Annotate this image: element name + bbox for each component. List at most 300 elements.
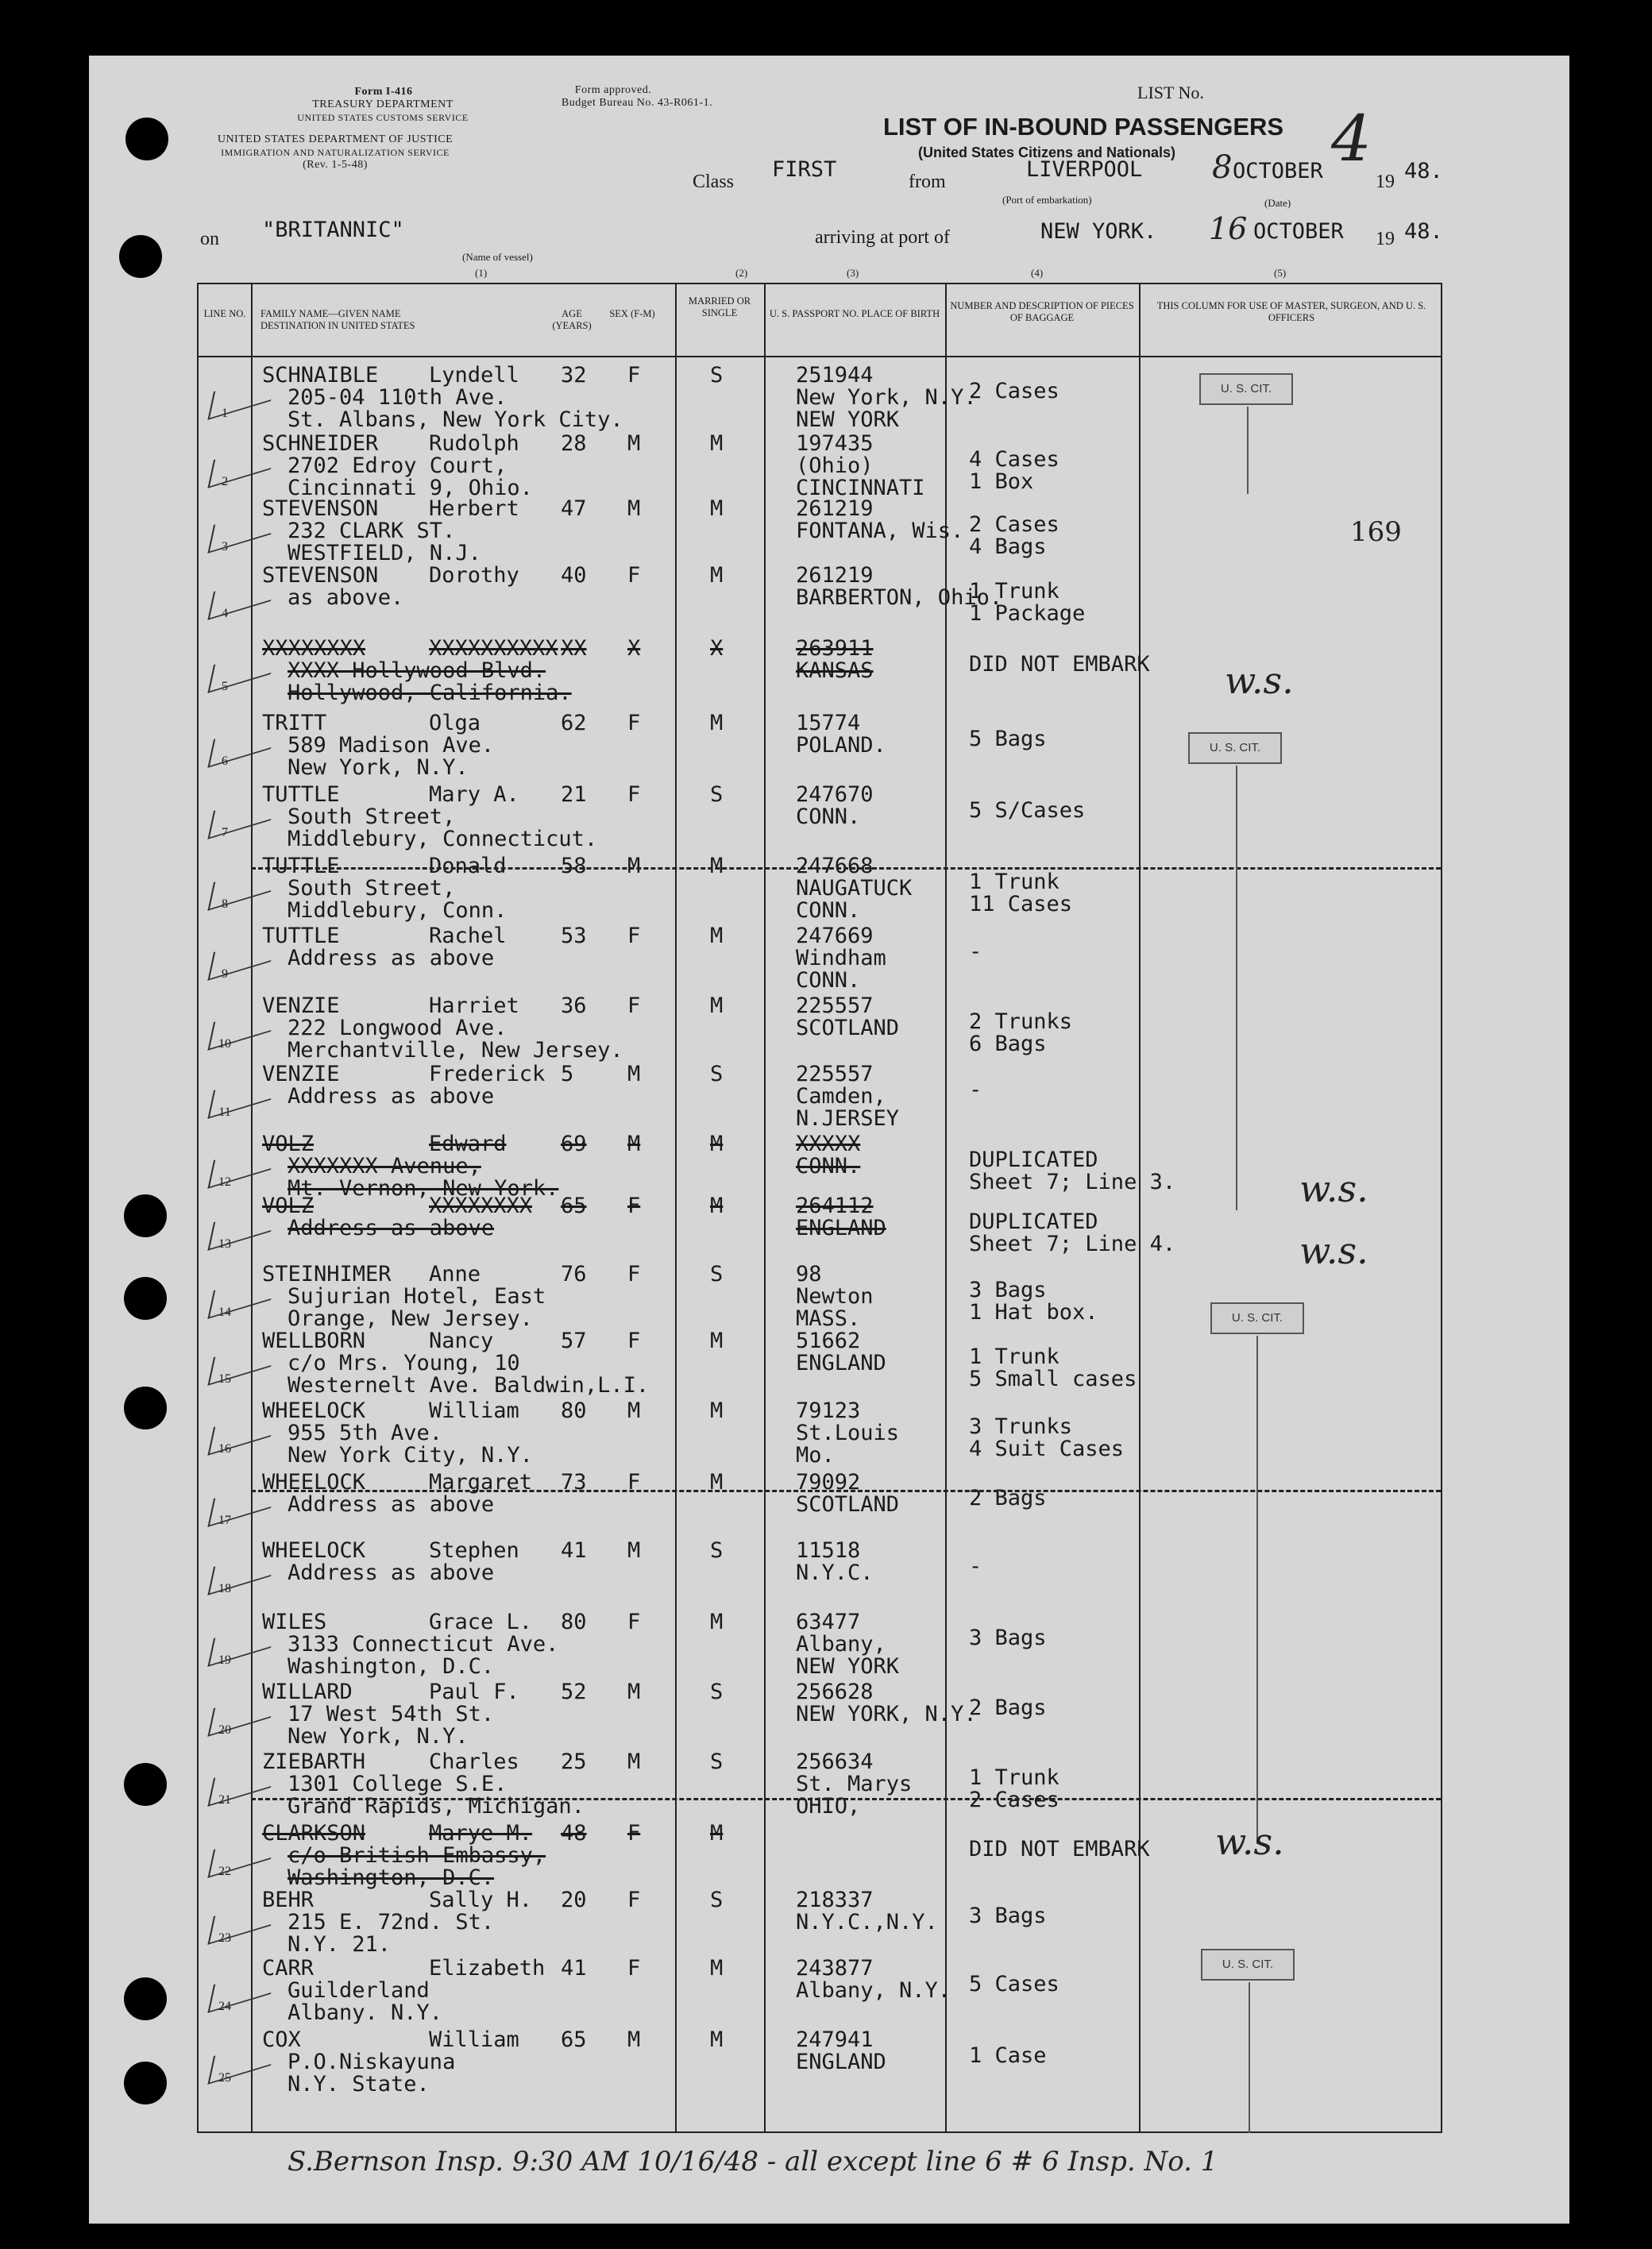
marital-status: S <box>710 1538 724 1563</box>
address-line-1: c/o British Embassy, <box>288 1843 546 1868</box>
baggage-line-2: 4 Suit Cases <box>969 1437 1125 1461</box>
birthplace-line-1: N.Y.C.,N.Y. <box>796 1910 938 1935</box>
col-sex: SEX (F-M) <box>609 308 655 319</box>
colnum-3: (3) <box>847 267 859 279</box>
inspection-note: S.Bernson Insp. 9:30 AM 10/16/48 - all except line 6 # 6 Insp. No. 1 <box>288 2146 1218 2178</box>
officer-initials-mark: w.s. <box>1225 659 1294 702</box>
passport-number: 247669 <box>796 924 874 948</box>
baggage-line-1: 1 Trunk <box>969 1765 1060 1790</box>
marital-status: M <box>710 1610 724 1634</box>
given-name: Margaret <box>429 1470 533 1495</box>
given-name: Olga <box>429 711 481 735</box>
given-name: Edward <box>429 1132 507 1156</box>
given-name: Grace L. <box>429 1610 533 1634</box>
sex: M <box>627 431 641 456</box>
col-baggage: NUMBER AND DESCRIPTION OF PIECES OF BAGGAGE <box>950 300 1134 323</box>
birthplace-line-2: CONN. <box>796 898 861 923</box>
baggage-line-1: 1 Trunk <box>969 870 1060 894</box>
sex: M <box>627 1062 641 1086</box>
given-name: Rachel <box>429 924 507 948</box>
passenger-row <box>199 1750 1441 1820</box>
address-line-2: Washington, D.C. <box>288 1654 495 1679</box>
form-subtitle: (United States Citizens and Nationals) <box>918 145 1176 160</box>
sex: F <box>627 782 641 807</box>
sex: F <box>627 563 641 588</box>
baggage-line-1: 2 Bags <box>969 1695 1047 1720</box>
age: 58 <box>561 854 587 878</box>
line-number: 25 <box>218 2071 231 2085</box>
form-title: LIST OF IN-BOUND PASSENGERS <box>883 113 1284 141</box>
col-name: FAMILY NAME—GIVEN NAME DESTINATION IN UNITED STATES <box>261 308 415 331</box>
passenger-row <box>199 854 1441 924</box>
line-number: 10 <box>218 1037 231 1051</box>
address-line-2: New York, N.Y. <box>288 1724 469 1749</box>
family-name: SCHNAIBLE <box>262 363 379 388</box>
age: 80 <box>561 1398 587 1423</box>
address-line-1: XXXX Hollywood Blvd. <box>288 658 546 683</box>
age: 41 <box>561 1956 587 1981</box>
given-name: Donald <box>429 854 507 878</box>
address-line-1: 17 West 54th St. <box>288 1702 495 1726</box>
passport-number: 218337 <box>796 1888 874 1912</box>
age: 52 <box>561 1680 587 1704</box>
officer-initials-mark: w.s. <box>1299 1229 1368 1272</box>
arrival-year-prefix: 19 <box>1376 229 1395 249</box>
line-number: 23 <box>218 1931 231 1945</box>
baggage-line-1: DUPLICATED <box>969 1209 1098 1234</box>
vessel-value: "BRITANNIC" <box>262 218 404 242</box>
passenger-row <box>199 1539 1441 1609</box>
family-name: SCHNEIDER <box>262 431 379 456</box>
col-passport: U. S. PASSPORT NO. PLACE OF BIRTH <box>769 308 940 319</box>
us-citizen-stamp: U. S. CIT. <box>1188 732 1282 764</box>
passport-number: 51662 <box>796 1329 861 1353</box>
col-line-no: LINE NO. <box>203 308 246 319</box>
baggage-line-1: 4 Cases <box>969 447 1060 472</box>
passport-number: 261219 <box>796 496 874 521</box>
given-name: Charles <box>429 1749 519 1774</box>
line-number: 19 <box>218 1653 231 1667</box>
address-line-2: WESTFIELD, N.J. <box>288 541 481 565</box>
marital-status: M <box>710 993 724 1018</box>
age: 21 <box>561 782 587 807</box>
family-name: CARR <box>262 1956 315 1981</box>
birthplace-line-1: St. Marys <box>796 1772 913 1796</box>
given-name: Paul F. <box>429 1680 519 1704</box>
passport-number: 256634 <box>796 1749 874 1774</box>
family-name: WHEELOCK <box>262 1398 366 1423</box>
address-line-1: 205-04 110th Ave. <box>288 385 508 410</box>
manifest-page <box>89 56 1569 2224</box>
address-line-2: Middlebury, Conn. <box>288 898 508 923</box>
line-number: 5 <box>222 680 228 693</box>
birthplace-line-2: MASS. <box>796 1306 861 1331</box>
age: 53 <box>561 924 587 948</box>
passenger-row <box>199 1063 1441 1132</box>
colnum-4: (4) <box>1031 267 1044 279</box>
address-line-2: N.Y. State. <box>288 2072 430 2097</box>
embark-month: OCTOBER <box>1233 159 1323 183</box>
line-number: 6 <box>222 754 228 768</box>
birthplace-line-1: N.Y.C. <box>796 1560 874 1585</box>
line-number: 24 <box>218 2000 231 2013</box>
passport-number: 247670 <box>796 782 874 807</box>
family-name: TUTTLE <box>262 782 340 807</box>
marital-status: M <box>710 711 724 735</box>
birthplace-line-1: KANSAS <box>796 658 874 683</box>
address-line-2: N.Y. 21. <box>288 1932 392 1957</box>
sex: F <box>627 1262 641 1287</box>
baggage-line-1: DID NOT EMBARK <box>969 1837 1150 1861</box>
baggage-line-2: Sheet 7; Line 3. <box>969 1170 1176 1194</box>
arrival-year: 48. <box>1404 219 1443 244</box>
baggage-line-1: 3 Trunks <box>969 1414 1073 1439</box>
form-approved: Form approved. <box>574 84 652 96</box>
passenger-row <box>199 994 1441 1064</box>
line-number: 15 <box>218 1372 231 1386</box>
passport-number: XXXXX <box>796 1132 861 1156</box>
baggage-line-1: 1 Trunk <box>969 579 1060 604</box>
baggage-line-1: 2 Cases <box>969 379 1060 403</box>
embark-day: 8 <box>1212 149 1233 186</box>
line-number: 18 <box>218 1582 231 1595</box>
baggage-line-2: 4 Bags <box>969 534 1047 559</box>
baggage-line-1: 3 Bags <box>969 1904 1047 1928</box>
line-number: 14 <box>218 1306 231 1319</box>
address-line-1: 3133 Connecticut Ave. <box>288 1632 559 1657</box>
age: 80 <box>561 1610 587 1634</box>
age: 40 <box>561 563 587 588</box>
sex: M <box>627 1749 641 1774</box>
sex: F <box>627 1610 641 1634</box>
given-name: Nancy <box>429 1329 494 1353</box>
sex: F <box>627 1329 641 1353</box>
customs-service: UNITED STATES CUSTOMS SERVICE <box>297 112 469 123</box>
family-name: VENZIE <box>262 1062 340 1086</box>
sex: F <box>627 1470 641 1495</box>
family-name: STEINHIMER <box>262 1262 392 1287</box>
sex: M <box>627 1538 641 1563</box>
line-number: 22 <box>218 1865 231 1878</box>
sex: F <box>627 711 641 735</box>
age: 69 <box>561 1132 587 1156</box>
line-number: 9 <box>222 967 228 981</box>
birthplace-line-1: ENGLAND <box>796 1351 886 1375</box>
address-line-2: Hollywood, California. <box>288 681 572 705</box>
line-number: 3 <box>222 540 228 554</box>
passport-number: 247668 <box>796 854 874 878</box>
baggage-line-2: 2 Cases <box>969 1788 1060 1812</box>
marital-status: M <box>710 563 724 588</box>
given-name: Stephen <box>429 1538 519 1563</box>
line-number: 7 <box>222 826 228 839</box>
passport-number: 264112 <box>796 1194 874 1218</box>
address-line-1: South Street, <box>288 876 456 901</box>
marital-status: M <box>710 2027 724 2052</box>
passport-number: 197435 <box>796 431 874 456</box>
address-line-2: Cincinnati 9, Ohio. <box>288 476 533 500</box>
baggage-line-1: 2 Bags <box>969 1486 1047 1510</box>
family-name: VOLZ <box>262 1194 315 1218</box>
birthplace-line-1: ENGLAND <box>796 1216 886 1240</box>
address-line-2: St. Albans, New York City. <box>288 407 623 432</box>
age: 62 <box>561 711 587 735</box>
address-line-2: Albany. N.Y. <box>288 2000 443 2025</box>
address-line-1: c/o Mrs. Young, 10 <box>288 1351 520 1375</box>
address-line-2: Westernelt Ave. Baldwin,L.I. <box>288 1373 650 1398</box>
baggage-line-2: 11 Cases <box>969 892 1073 916</box>
sex: F <box>627 363 641 388</box>
passport-number: 79092 <box>796 1470 861 1495</box>
passenger-row <box>199 1329 1441 1399</box>
address-line-1: Guilderland <box>288 1978 430 2003</box>
birthplace-line-1: Albany, N.Y. <box>796 1978 951 2003</box>
age: 41 <box>561 1538 587 1563</box>
passenger-row <box>199 924 1441 994</box>
passport-number: 261219 <box>796 563 874 588</box>
passport-number: 225557 <box>796 993 874 1018</box>
baggage-line-1: 5 Cases <box>969 1972 1060 1996</box>
family-name: XXXXXXXX <box>262 636 366 661</box>
address-line-1: Address as above <box>288 946 495 970</box>
from-value: LIVERPOOL <box>1026 157 1143 182</box>
baggage-line-1: 2 Cases <box>969 512 1060 537</box>
revision: (Rev. 1-5-48) <box>303 159 368 171</box>
passenger-row <box>199 1611 1441 1680</box>
form-number: Form I-416 <box>354 86 413 98</box>
passport-number: 243877 <box>796 1956 874 1981</box>
port-embark-caption: (Port of embarkation) <box>1002 194 1092 206</box>
family-name: VENZIE <box>262 993 340 1018</box>
address-line-1: 955 5th Ave. <box>288 1421 443 1445</box>
given-name: Harriet <box>429 993 519 1018</box>
age: 25 <box>561 1749 587 1774</box>
sex: F <box>627 1194 641 1218</box>
baggage-line-1: 3 Bags <box>969 1278 1047 1302</box>
baggage-line-2: 1 Box <box>969 469 1034 494</box>
address-line-1: 232 CLARK ST. <box>288 519 456 543</box>
line-number: 17 <box>218 1514 231 1527</box>
age: XX <box>561 636 587 661</box>
marital-status: M <box>710 924 724 948</box>
marital-status: M <box>710 496 724 521</box>
sex: M <box>627 496 641 521</box>
birthplace-line-1: Newton <box>796 1284 874 1309</box>
passenger-row <box>199 497 1441 567</box>
marital-status: M <box>710 1821 724 1846</box>
passport-number: 63477 <box>796 1610 861 1634</box>
col-officers: THIS COLUMN FOR USE OF MASTER, SURGEON, AND U. S. OFFICERS <box>1156 300 1426 323</box>
address-line-2: Orange, New Jersey. <box>288 1306 533 1331</box>
sex: M <box>627 1680 641 1704</box>
list-no-value: 4 <box>1331 102 1372 176</box>
passenger-row <box>199 1680 1441 1750</box>
birthplace-line-1: POLAND. <box>796 733 886 758</box>
baggage-line-1: 1 Trunk <box>969 1344 1060 1369</box>
line-number: 13 <box>218 1237 231 1251</box>
given-name: William <box>429 2027 519 2052</box>
birthplace-line-1: ENGLAND <box>796 2050 886 2074</box>
birthplace-line-1: (Ohio) <box>796 453 874 478</box>
birthplace-line-1: NEW YORK, N.Y. <box>796 1702 977 1726</box>
passport-number: 98 <box>796 1262 822 1287</box>
passport-number: 225557 <box>796 1062 874 1086</box>
passenger-row <box>199 1471 1441 1541</box>
age: 5 <box>561 1062 574 1086</box>
line-number: 1 <box>222 407 228 420</box>
given-name: Sally H. <box>429 1888 533 1912</box>
line-number: 12 <box>218 1175 231 1189</box>
age: 28 <box>561 431 587 456</box>
birthplace-line-1: FONTANA, Wis. <box>796 519 964 543</box>
age: 36 <box>561 993 587 1018</box>
birthplace-line-1: Camden, <box>796 1084 886 1109</box>
address-line-1: Address as above <box>288 1084 495 1109</box>
sex: F <box>627 1888 641 1912</box>
marital-status: M <box>710 1194 724 1218</box>
family-name: STEVENSON <box>262 496 379 521</box>
passport-number: 256628 <box>796 1680 874 1704</box>
line-number: 8 <box>222 897 228 911</box>
family-name: BEHR <box>262 1888 315 1912</box>
family-name: TUTTLE <box>262 924 340 948</box>
address-line-2: Washington, D.C. <box>288 1865 495 1890</box>
embark-year-prefix: 19 <box>1376 172 1395 192</box>
sex: X <box>627 636 641 661</box>
baggage-line-1: DUPLICATED <box>969 1148 1098 1172</box>
given-name: Frederick <box>429 1062 546 1086</box>
given-name: Herbert <box>429 496 519 521</box>
family-name: CLARKSON <box>262 1821 366 1846</box>
address-line-2: Grand Rapids, Michigan. <box>288 1794 585 1819</box>
colnum-2: (2) <box>735 267 748 279</box>
birthplace-line-2: NEW YORK <box>796 1654 900 1679</box>
marital-status: S <box>710 782 724 807</box>
justice-department: UNITED STATES DEPARTMENT OF JUSTICE <box>217 133 454 145</box>
date-caption: (Date) <box>1264 197 1291 209</box>
arriving-label: arriving at port of <box>815 227 950 248</box>
passenger-row <box>199 2028 1441 2098</box>
passport-number: 79123 <box>796 1398 861 1423</box>
address-line-1: XXXXXXX Avenue, <box>288 1154 481 1179</box>
birthplace-line-2: CINCINNATI <box>796 476 925 500</box>
family-name: ZIEBARTH <box>262 1749 366 1774</box>
embark-year: 48. <box>1404 159 1443 183</box>
birthplace-line-1: Windham <box>796 946 886 970</box>
line-number: 2 <box>222 475 228 488</box>
marital-status: M <box>710 1470 724 1495</box>
address-line-1: 589 Madison Ave. <box>288 733 495 758</box>
passenger-row <box>199 1132 1441 1202</box>
marital-status: M <box>710 1956 724 1981</box>
birthplace-line-1: CONN. <box>796 1154 861 1179</box>
birthplace-line-1: Albany, <box>796 1632 886 1657</box>
marital-status: S <box>710 1062 724 1086</box>
family-name: WILLARD <box>262 1680 353 1704</box>
baggage-line-2: 1 Package <box>969 601 1086 626</box>
line-number: 11 <box>218 1105 231 1119</box>
birthplace-line-1: New York, N.Y. <box>796 385 977 410</box>
officer-initials-mark: w.s. <box>1215 1820 1284 1863</box>
margin-number: 169 <box>1350 516 1402 548</box>
family-name: VOLZ <box>262 1132 315 1156</box>
passenger-row <box>199 564 1441 634</box>
given-name: Rudolph <box>429 431 519 456</box>
passport-number: 15774 <box>796 711 861 735</box>
sex: F <box>627 993 641 1018</box>
given-name: William <box>429 1398 519 1423</box>
baggage-line-2: 6 Bags <box>969 1032 1047 1056</box>
given-name: Elizabeth <box>429 1956 546 1981</box>
age: 65 <box>561 1194 587 1218</box>
family-name: TUTTLE <box>262 854 340 878</box>
passenger-row <box>199 1888 1441 1958</box>
given-name: Marye M. <box>429 1821 533 1846</box>
family-name: WILES <box>262 1610 327 1634</box>
line-number: 4 <box>222 607 228 620</box>
marital-status: M <box>710 854 724 878</box>
arrival-day: 16 <box>1209 211 1248 246</box>
family-name: WHEELOCK <box>262 1538 366 1563</box>
age: 65 <box>561 2027 587 2052</box>
family-name: STEVENSON <box>262 563 379 588</box>
given-name: Anne <box>429 1262 481 1287</box>
passport-number: 247941 <box>796 2027 874 2052</box>
address-line-1: 222 Longwood Ave. <box>288 1016 508 1040</box>
birthplace-line-1: St.Louis <box>796 1421 900 1445</box>
address-line-1: P.O.Niskayuna <box>288 2050 456 2074</box>
marital-status: S <box>710 1888 724 1912</box>
given-name: Lyndell <box>429 363 519 388</box>
address-line-2: Middlebury, Connecticut. <box>288 827 598 851</box>
baggage-line-1: DID NOT EMBARK <box>969 652 1150 677</box>
budget-bureau: Budget Bureau No. 43-R061-1. <box>561 97 713 109</box>
colnum-1: (1) <box>475 267 488 279</box>
arrival-month: OCTOBER <box>1253 219 1344 244</box>
sex: F <box>627 1821 641 1846</box>
birthplace-line-2: N.JERSEY <box>796 1106 900 1131</box>
line-number: 16 <box>218 1442 231 1456</box>
col-married: MARRIED OR SINGLE <box>688 295 751 318</box>
immigration-service: IMMIGRATION AND NATURALIZATION SERVICE <box>221 147 450 158</box>
birthplace-line-1: SCOTLAND <box>796 1016 900 1040</box>
birthplace-line-1: NAUGATUCK <box>796 876 913 901</box>
family-name: WHEELOCK <box>262 1470 366 1495</box>
marital-status: M <box>710 1329 724 1353</box>
baggage-line-2: 5 Small cases <box>969 1367 1137 1391</box>
passport-number: 251944 <box>796 363 874 388</box>
passenger-row <box>199 783 1441 853</box>
address-line-1: Address as above <box>288 1216 495 1240</box>
address-line-1: 2702 Edroy Court, <box>288 453 508 478</box>
address-line-2: New York City, N.Y. <box>288 1443 533 1468</box>
class-label: Class <box>693 172 735 192</box>
baggage-line-1: - <box>969 1078 982 1102</box>
marital-status: X <box>710 636 724 661</box>
address-line-1: Sujurian Hotel, East <box>288 1284 546 1309</box>
address-line-1: Address as above <box>288 1560 495 1585</box>
birthplace-line-2: CONN. <box>796 968 861 993</box>
family-name: TRITT <box>262 711 327 735</box>
us-citizen-stamp: U. S. CIT. <box>1210 1302 1304 1334</box>
age: 32 <box>561 363 587 388</box>
address-line-2: New York, N.Y. <box>288 755 469 780</box>
given-name: Mary A. <box>429 782 519 807</box>
marital-status: S <box>710 363 724 388</box>
line-number: 21 <box>218 1793 231 1807</box>
address-line-1: 1301 College S.E. <box>288 1772 508 1796</box>
us-citizen-stamp: U. S. CIT. <box>1199 373 1293 405</box>
